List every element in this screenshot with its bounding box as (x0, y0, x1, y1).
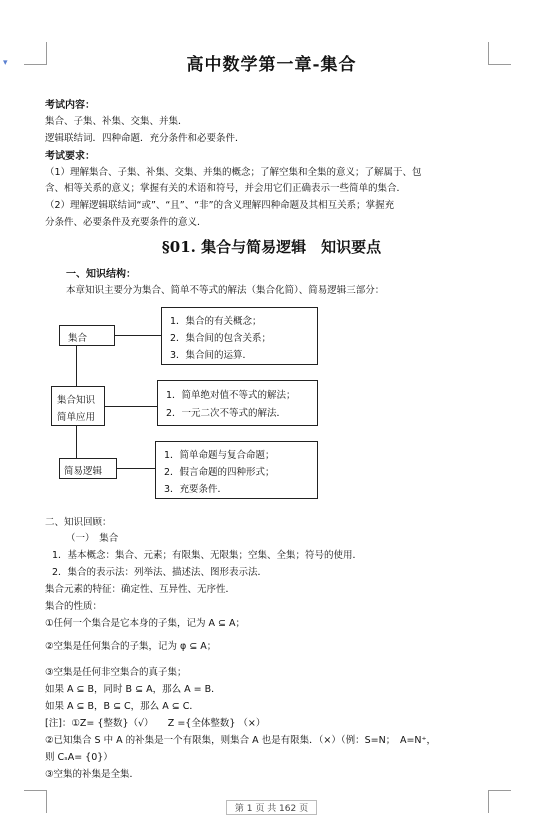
box-inequality-items: 1．简单绝对值不等式的解法； 2．一元二次不等式的解法． (157, 380, 318, 426)
node-logic: 简易逻辑 (59, 458, 117, 479)
exam-content-heading: 考试内容： (45, 100, 95, 111)
review-sub: （一） 集合 (66, 533, 119, 544)
review-line: 集合元素的特征：确定性、互异性、无序性． (45, 584, 236, 595)
review-line: 集合的性质： (45, 601, 103, 612)
connector-line (76, 346, 77, 386)
review-line: 则 CₛA= {0}） (45, 752, 113, 763)
review-heading: 二、知识回顾： (45, 517, 112, 528)
review-line: ②已知集合 S 中 A 的补集是一个有限集，则集合 A 也是有限集．（×）（例：S=N； A=N⁺， (45, 735, 437, 746)
review-line: 1．基本概念：集合、元素；有限集、无限集；空集、全集；符号的使用． (52, 550, 363, 561)
review-line: 2．集合的表示法：列举法、描述法、图形表示法． (52, 567, 268, 578)
section-title: §01. 集合与简易逻辑 知识要点 (161, 238, 382, 256)
structure-heading: 一、知识结构： (66, 269, 136, 280)
exam-content-line: 逻辑联结词．四种命题．充分条件和必要条件． (45, 133, 245, 144)
review-line: [注]：①Z= {整数}（√） Z ={全体整数} （×） (45, 718, 266, 729)
connector-line (76, 426, 77, 458)
review-line: ①任何一个集合是它本身的子集，记为 A ⊆ A； (45, 618, 246, 629)
review-line: 如果 A ⊆ B，B ⊆ C，那么 A ⊆ C． (45, 701, 199, 712)
exam-requirements-line: （2）理解逻辑联结词“或”、“且”、“非”的含义理解四种命题及其相互关系；掌握充 (45, 200, 395, 211)
exam-requirements-line: （1）理解集合、子集、补集、交集、并集的概念；了解空集和全集的意义；了解属于、包 (45, 167, 422, 178)
page-footer (0, 800, 543, 815)
structure-intro: 本章知识主要分为集合、简单不等式的解法（集合化简）、简易逻辑三部分： (66, 285, 385, 296)
exam-requirements-line: 含、相等关系的意义；掌握有关的术语和符号，并会用它们正确表示一些简单的集合． (45, 183, 407, 194)
exam-requirements-heading: 考试要求： (45, 151, 95, 162)
exam-requirements-line: 分条件、必要条件及充要条件的意义． (45, 217, 207, 228)
connector-line (105, 406, 157, 407)
box-sets-items: 1．集合的有关概念； 2．集合间的包含关系； 3．集合间的运算． (161, 307, 318, 365)
page-number: 第 1 页 共 162 页 (226, 800, 317, 815)
connector-line (115, 335, 161, 336)
dropdown-arrow-icon[interactable]: ▾ (3, 58, 8, 68)
review-line: 如果 A ⊆ B，同时 B ⊆ A，那么 A = B． (45, 684, 221, 695)
review-line: ③空集的补集是全集． (45, 769, 140, 780)
page-title: 高中数学第一章-集合 (186, 55, 357, 75)
connector-line (117, 468, 155, 469)
node-sets: 集合 (59, 325, 115, 346)
exam-content-line: 集合、子集、补集、交集、并集． (45, 116, 188, 127)
review-line: ③空集是任何非空集合的真子集； (45, 667, 187, 678)
review-line: ②空集是任何集合的子集，记为 φ ⊆ A； (45, 641, 217, 652)
box-logic-items: 1．简单命题与复合命题； 2．假言命题的四种形式； 3．充要条件． (155, 441, 318, 499)
node-root: 集合知识 简单应用 (51, 386, 105, 426)
